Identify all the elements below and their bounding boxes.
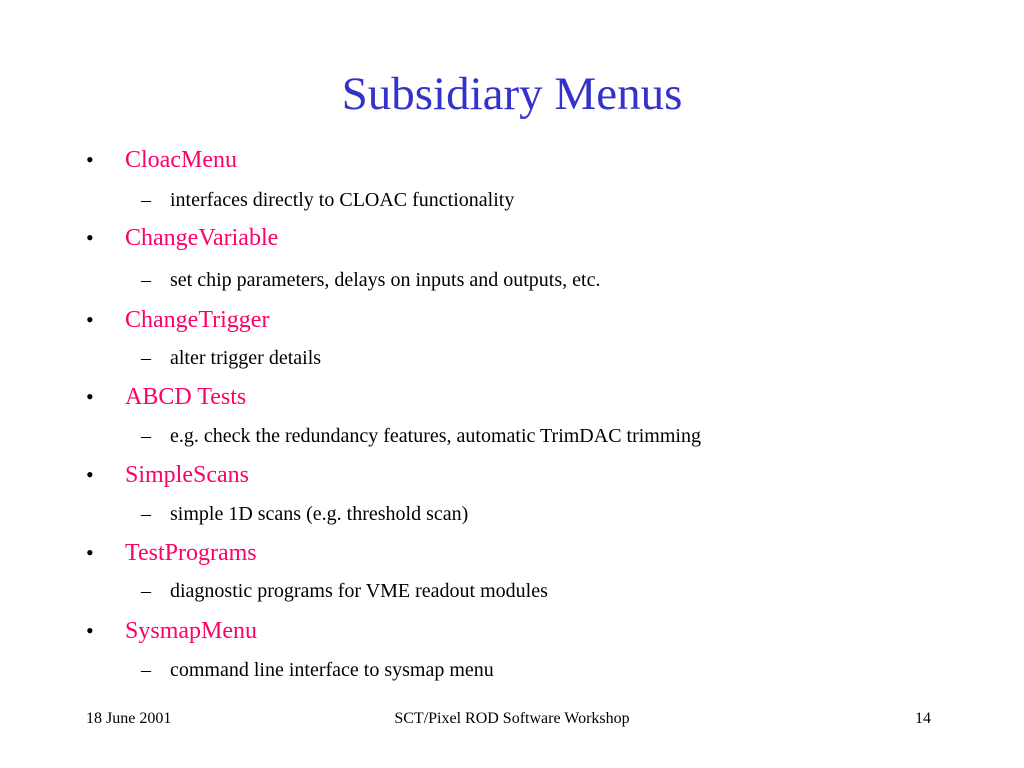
bullet-detail: command line interface to sysmap menu — [170, 659, 494, 681]
bullet-label: SysmapMenu — [125, 618, 257, 644]
dash-icon: – — [141, 269, 151, 291]
bullet-detail: interfaces directly to CLOAC functionality — [170, 189, 515, 211]
list-item — [0, 381, 1024, 447]
footer-date: 18 June 2001 — [86, 710, 172, 727]
list-item — [0, 144, 1024, 211]
bullet-icon: • — [86, 225, 94, 250]
bullet-icon: • — [86, 147, 94, 172]
list-item — [0, 304, 1024, 369]
bullet-detail: set chip parameters, delays on inputs and outputs, etc. — [170, 269, 601, 291]
list-item — [0, 459, 1024, 525]
bullet-label: ABCD Tests — [125, 384, 247, 410]
slide-title: Subsidiary Menus — [341, 68, 683, 120]
slide-footer — [0, 706, 1024, 732]
page-number: 14 — [915, 710, 931, 727]
list-item — [0, 615, 1024, 681]
bullet-label: ChangeTrigger — [125, 307, 270, 333]
dash-icon: – — [141, 659, 151, 681]
bullet-detail: alter trigger details — [170, 347, 322, 369]
bullet-detail: e.g. check the redundancy features, automatic TrimDAC trimming — [170, 425, 701, 447]
dash-icon: – — [141, 425, 151, 447]
bullet-label: ChangeVariable — [125, 225, 279, 251]
bullet-label: TestPrograms — [125, 540, 257, 566]
bullet-icon: • — [86, 540, 94, 565]
bullet-icon: • — [86, 384, 94, 409]
bullet-icon: • — [86, 462, 94, 487]
dash-icon: – — [141, 347, 151, 369]
bullet-label: CloacMenu — [125, 147, 237, 173]
bullet-detail: diagnostic programs for VME readout modules — [170, 580, 548, 602]
bullet-detail: simple 1D scans (e.g. threshold scan) — [170, 503, 469, 525]
bullet-label: SimpleScans — [125, 462, 249, 488]
bullet-icon: • — [86, 618, 94, 643]
list-item — [0, 537, 1024, 602]
dash-icon: – — [141, 580, 151, 602]
footer-event: SCT/Pixel ROD Software Workshop — [394, 710, 630, 727]
dash-icon: – — [141, 189, 151, 211]
bullet-icon: • — [86, 307, 94, 332]
list-item — [0, 222, 1024, 291]
dash-icon: – — [141, 503, 151, 525]
